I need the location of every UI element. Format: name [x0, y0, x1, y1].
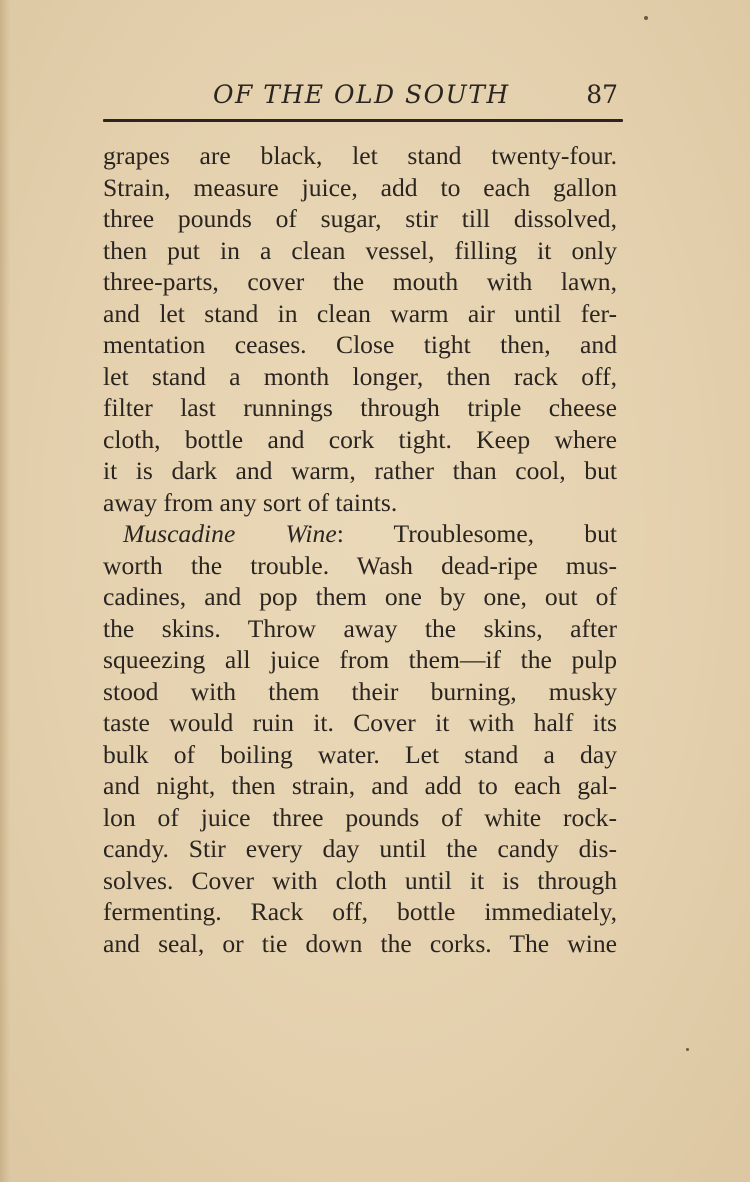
text-line: it is dark and warm, rather than cool, but: [103, 456, 617, 485]
text-line: cloth, bottle and cork tight. Keep where: [103, 424, 617, 454]
text-line: lon of juice three pounds of white rock-: [103, 802, 617, 832]
text-line: taste would ruin it. Cover it with half its: [103, 708, 617, 737]
text-line: candy. Stir every day until the candy dis-: [103, 834, 617, 863]
text-line: grapes are black, let stand twenty-four.: [103, 141, 617, 170]
header-rule: [103, 119, 623, 122]
text-line: the skins. Throw away the skins, after: [103, 613, 617, 643]
text-line: then put in a clean vessel, filling it only: [103, 235, 617, 265]
binding-gutter: [0, 0, 10, 1182]
muscadine-paragraph-start: [103, 518, 617, 550]
body-text: [103, 140, 617, 959]
text-line: Strain, measure juice, add to each gallon: [103, 172, 617, 202]
paper-speck: [644, 16, 648, 20]
page-header: [103, 78, 620, 114]
text-line: and seal, or tie down the corks. The wine: [103, 928, 617, 958]
text-line: stood with them their burning, musky: [103, 676, 617, 706]
text-line: squeezing all juice from them—if the pulp: [103, 645, 617, 674]
text-line: and night, then strain, and add to each gal-: [103, 771, 617, 800]
text-line: fermenting. Rack off, bottle immediately,: [103, 897, 617, 926]
text-line: three pounds of sugar, stir till dissolved,: [103, 204, 617, 233]
paper-speck: [686, 1048, 689, 1051]
text-line: solves. Cover with cloth until it is through: [103, 865, 617, 895]
text-line: cadines, and pop them one by one, out of: [103, 582, 617, 611]
running-title: OF THE OLD SOUTH: [213, 80, 510, 109]
text-line: three-parts, cover the mouth with lawn,: [103, 267, 617, 296]
muscadine-first-line-rest: : Troublesome, but: [336, 519, 617, 548]
muscadine-heading: Muscadine Wine: [123, 519, 337, 548]
text-line: bulk of boiling water. Let stand a day: [103, 739, 617, 769]
text-line: filter last runnings through triple cheese: [103, 393, 617, 422]
page-number: 87: [586, 80, 618, 109]
text-line: worth the trouble. Wash dead-ripe mus-: [103, 550, 617, 580]
text-line: mentation ceases. Close tight then, and: [103, 330, 617, 359]
text-line-paragraph-end: away from any sort of taints.: [103, 487, 398, 517]
text-line: let stand a month longer, then rack off,: [103, 361, 617, 391]
text-line: and let stand in clean warm air until fer-: [103, 298, 617, 328]
